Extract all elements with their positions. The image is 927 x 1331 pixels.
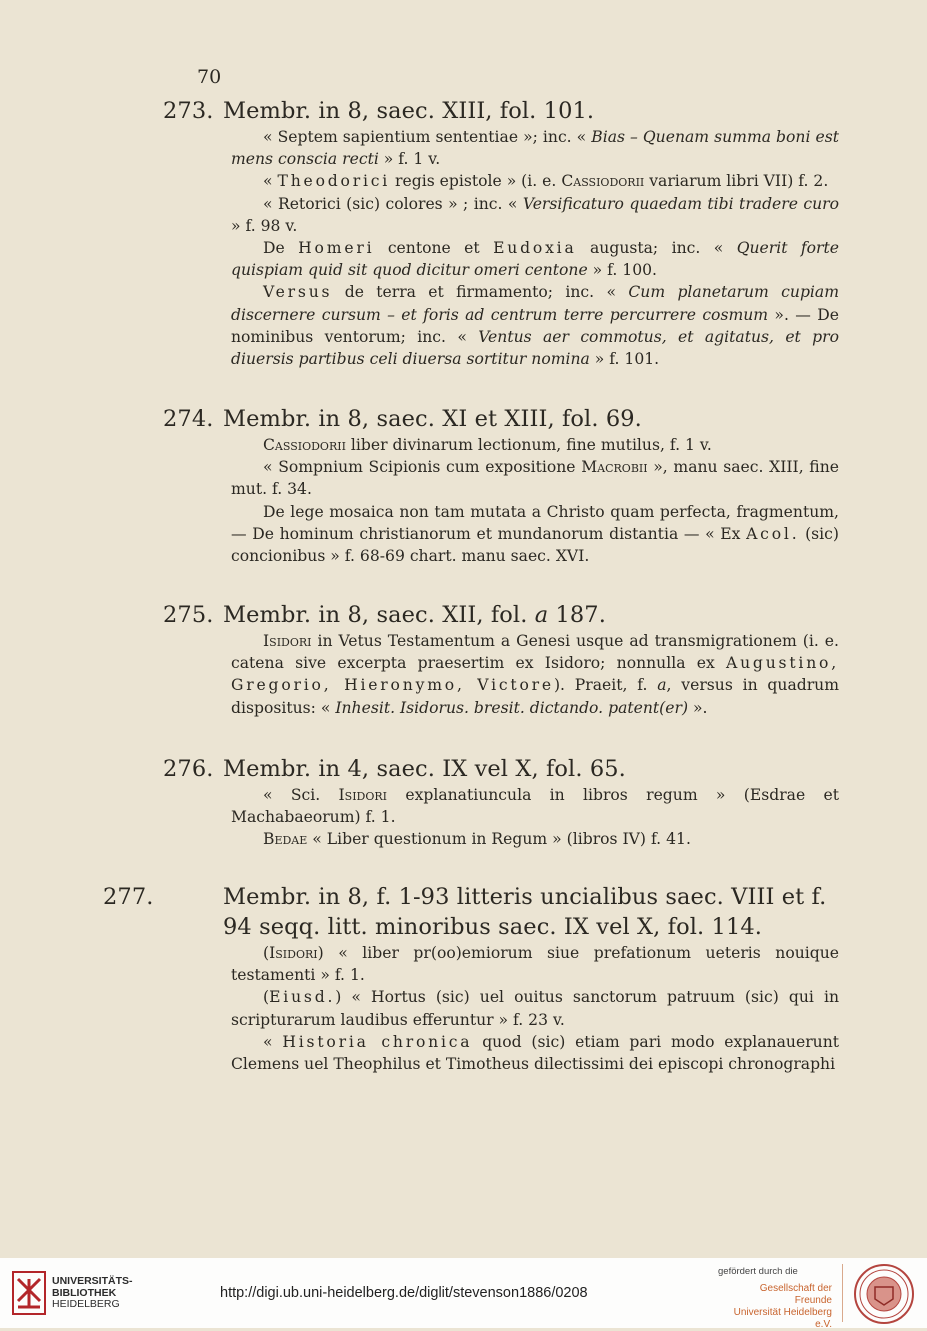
society-name-line: Gesellschaft der Freunde (759, 1283, 832, 1306)
entry-heading (103, 882, 839, 942)
entry-heading-text: Membr. in 8, saec. XII, fol. (223, 602, 535, 628)
text: « Sompnium Scipionis cum expositione (263, 458, 582, 477)
text: explanatiuncula in libros regum » (Esdrae et Machabaeorum) f. 1. (231, 786, 839, 827)
entry-body (231, 126, 839, 370)
spaced-name: Historia chronica (282, 1032, 473, 1051)
catalog-entry-276 (163, 754, 839, 851)
spaced-name: Acol. (746, 524, 800, 543)
entry-heading (163, 754, 839, 784)
text: liber divinarum lectionum, fine mutilus, f. 1 v. (345, 436, 712, 454)
folio-letter: a (534, 602, 549, 628)
folio-letter: a (657, 676, 667, 695)
incipit: Bias – Quenam summa boni est mens conscia recti (231, 128, 839, 169)
entry-paragraph (231, 630, 839, 719)
entry-body (231, 630, 839, 719)
entry-number: 275. (163, 602, 214, 628)
author-name: Cassiodorii (561, 172, 645, 191)
text: « Septem sapientium sententiae »; inc. « (263, 128, 592, 146)
text: quod (sic) etiam pari modo explanauerunt Clemens uel Theophilus et Timotheus dilectissimi dei episcopi chronographi (231, 1032, 839, 1074)
text: regis epistole » (i. e. (390, 172, 562, 191)
entry-paragraph (231, 828, 839, 850)
text: ) « Hortus (sic) uel ouitus sanctorum patruum (sic) qui in scripturarum laudibus efferuntur » f. 23 v. (231, 988, 839, 1029)
text: De (263, 239, 299, 258)
text: variarum libri VII) f. 2. (644, 172, 829, 191)
text: « (263, 172, 278, 191)
text: ». — De nominibus ventorum; inc. « (231, 305, 839, 346)
catalog-entry-274 (163, 404, 839, 567)
spaced-name: Eudoxia (493, 239, 577, 258)
entry-heading (163, 404, 839, 434)
entry-body (231, 434, 839, 567)
source-url-link[interactable]: http://digi.ub.uni-heidelberg.de/diglit/stevenson1886/0208 (220, 1285, 588, 1301)
society-name-line: Universität Heidelberg e.V. (733, 1307, 832, 1330)
text: ). Praeit, f. (553, 676, 658, 695)
incipit: Ventus aer commotus, et agitatus, et pro diuersis partibus celi diuersa sortitur nomina (231, 327, 839, 369)
text: « (263, 1032, 283, 1051)
author-name: Isidori (338, 786, 388, 804)
entry-paragraph (231, 986, 839, 1030)
spaced-name: Augustino, Gregorio, Hieronymo, Victore (231, 654, 839, 695)
text: « Retorici (sic) colores » ; inc. « (263, 194, 523, 213)
entry-heading-text: Membr. in 4, saec. IX vel X, fol. 65. (223, 756, 626, 782)
entry-number: 277. (103, 884, 154, 910)
text: De lege mosaica non tam mutata a Christo quam perfecta, fragmentum, — De hominum christianorum et mundanorum distantia — « Ex (231, 502, 839, 543)
entry-paragraph (231, 281, 839, 370)
text: » f. 100. (587, 261, 657, 280)
catalog-entry-277 (103, 882, 839, 1075)
catalog-entry-273 (163, 96, 839, 370)
entry-paragraph (231, 784, 839, 828)
page-number: 70 (197, 66, 222, 88)
society-name (722, 1283, 832, 1331)
author-name: Cassiodorii (263, 436, 346, 454)
entry-number: 274. (163, 406, 214, 432)
entry-paragraph (231, 501, 839, 568)
university-library-logo-icon (12, 1271, 46, 1319)
text: » f. 98 v. (231, 216, 298, 235)
text: ». (688, 698, 708, 717)
author-name: Macrobii (581, 458, 648, 477)
text: », manu saec. XIII, fine mut. f. 34. (231, 458, 839, 499)
funded-by-label: gefördert durch die (718, 1266, 798, 1277)
text: ( (263, 944, 270, 962)
entry-paragraph (231, 193, 839, 237)
entry-paragraph (231, 126, 839, 170)
entry-heading-text: Membr. in 8, saec. XI et XIII, fol. 69. (223, 406, 642, 432)
entry-heading (163, 96, 839, 126)
footer-divider (842, 1264, 843, 1322)
entry-paragraph (231, 434, 839, 456)
entry-body (231, 784, 839, 851)
library-name-line: BIBLIOTHEK (52, 1286, 117, 1299)
incipit: Inhesit. Isidorus. bresit. dictando. patent(er) (335, 698, 689, 717)
library-name-line: HEIDELBERG (52, 1298, 120, 1310)
catalog-entry-275 (163, 600, 839, 719)
text: augusta; inc. « (576, 239, 737, 258)
text: ( (263, 988, 270, 1007)
text: in Vetus Testamentum a Genesi usque ad transmigrationem (i. e. catena sive excerpta praesertim ex Isidoro; nonnulla ex (231, 632, 839, 673)
text: de terra et firmamento; inc. « (332, 283, 629, 302)
text: « Liber questionum in Regum » (libros IV) f. 41. (307, 830, 691, 849)
spaced-name: Versus (263, 283, 333, 302)
spaced-name: Eiusd. (269, 988, 336, 1007)
library-name-line: UNIVERSITÄTS- (52, 1275, 133, 1287)
entry-paragraph (231, 237, 839, 281)
incipit: Querit forte quispiam quid sit quod dicitur omeri centone (231, 239, 839, 280)
entry-heading-text: Membr. in 8, f. 1-93 litteris uncialibus saec. VIII et f. 94 seqq. litt. minoribus saec. IX vel X, fol. 114. (223, 884, 827, 940)
footer-bar (0, 1258, 927, 1328)
library-name (52, 1276, 133, 1311)
entry-number: 273. (163, 98, 214, 124)
university-seal-icon (853, 1263, 915, 1329)
text: ) « liber pr(oo)emiorum siue prefationum ueteris nouique testamenti » f. 1. (231, 944, 839, 985)
text: (sic) concionibus » f. 68-69 chart. manu saec. XVI. (231, 524, 839, 566)
entry-heading (163, 600, 839, 630)
text: « Sci. (263, 786, 339, 804)
entry-heading-text: 187. (548, 602, 606, 628)
text: , versus in quadrum dispositus: « (231, 676, 840, 717)
spaced-name: Homeri (298, 239, 375, 258)
spaced-name: Theodorici (277, 172, 391, 191)
text: » f. 101. (589, 350, 660, 369)
entry-paragraph (231, 1031, 839, 1075)
entry-paragraph (231, 170, 839, 192)
text: centone et (374, 239, 494, 258)
incipit: Versificaturo quaedam tibi tradere curo (522, 194, 840, 213)
entry-heading-text: Membr. in 8, saec. XIII, fol. 101. (223, 98, 595, 124)
incipit: Cum planetarum cupiam discernere cursum – et foris ad centrum terre percurrere cosmum (231, 283, 840, 324)
author-name: Isidori (263, 632, 312, 650)
author-name: Bedae (263, 830, 308, 849)
entry-body (231, 942, 839, 1075)
entry-number: 276. (163, 756, 214, 782)
entry-paragraph (231, 456, 839, 500)
text: » f. 1 v. (378, 150, 441, 169)
entry-paragraph (231, 942, 839, 986)
author-name: Isidori (269, 944, 318, 962)
